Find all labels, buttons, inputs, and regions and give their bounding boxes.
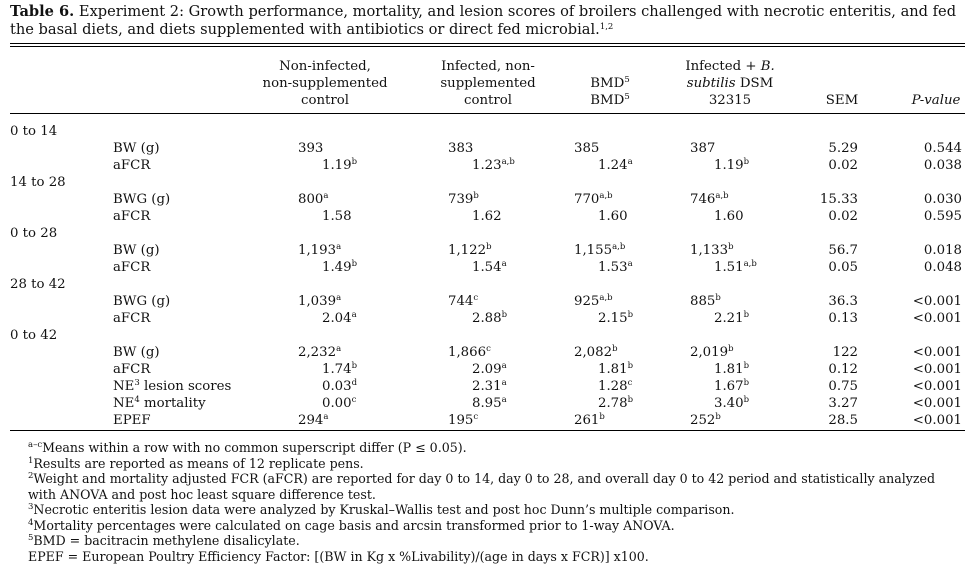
cell-value: 8.95 bbox=[472, 396, 502, 411]
cell-superscript: b bbox=[743, 395, 750, 405]
footnote-marker: 3 bbox=[28, 502, 34, 512]
table-cell bbox=[472, 395, 507, 412]
table-cell bbox=[448, 344, 491, 361]
table-cell bbox=[714, 208, 744, 225]
p-value-cell: <0.001 bbox=[912, 413, 962, 428]
table-cell bbox=[472, 361, 507, 378]
cell-value: 1,155 bbox=[574, 243, 613, 258]
table-cell bbox=[448, 140, 473, 157]
header-c3-line1: BMD bbox=[590, 76, 625, 91]
cell-value: 1.49 bbox=[322, 260, 352, 275]
cell-value: 1.74 bbox=[322, 362, 352, 377]
table-cell bbox=[598, 395, 633, 412]
table-cell bbox=[690, 293, 721, 310]
table-cell bbox=[714, 157, 749, 174]
cell-superscript: c bbox=[473, 412, 479, 422]
sem-cell: 0.02 bbox=[828, 158, 858, 173]
header-c3-line2: BMD bbox=[590, 93, 625, 108]
header-rule bbox=[10, 113, 965, 114]
cell-value: 1.67 bbox=[714, 379, 744, 394]
cell-value: 770 bbox=[574, 192, 600, 207]
p-value-cell: 0.595 bbox=[923, 209, 962, 224]
cell-value: 800 bbox=[298, 192, 324, 207]
table-cell bbox=[298, 140, 323, 157]
row-label-tail: lesion scores bbox=[139, 379, 232, 394]
header-sem: SEM bbox=[825, 93, 859, 108]
cell-value: 3.40 bbox=[714, 396, 744, 411]
header-c4-l2b: DSM bbox=[735, 76, 774, 91]
row-label-sup: 3 bbox=[134, 378, 140, 388]
period-label: 0 to 28 bbox=[10, 226, 58, 241]
row-label-tail: mortality bbox=[139, 396, 206, 411]
row-label-text: NE bbox=[113, 396, 135, 411]
cell-value: 2.15 bbox=[598, 311, 628, 326]
cell-superscript: a bbox=[501, 395, 507, 405]
header-bmd bbox=[570, 75, 650, 109]
header-infected-control bbox=[418, 58, 558, 109]
table-cell bbox=[448, 191, 479, 208]
table-cell bbox=[574, 293, 613, 310]
table-cell bbox=[598, 310, 633, 327]
sem-cell: 3.27 bbox=[828, 396, 858, 411]
header-c1-line1: Non-infected, bbox=[279, 59, 371, 74]
table-cell bbox=[598, 378, 632, 395]
header-non-infected-control bbox=[255, 58, 395, 109]
cell-superscript: b bbox=[599, 412, 605, 422]
table-cell bbox=[574, 242, 625, 259]
footnote-marker: a–c bbox=[28, 440, 43, 450]
cell-value: 383 bbox=[448, 141, 474, 156]
row-label-text: aFCR bbox=[113, 311, 151, 326]
cell-value: 1.19 bbox=[322, 158, 352, 173]
period-label: 14 to 28 bbox=[10, 175, 66, 190]
cell-superscript: a bbox=[323, 412, 329, 422]
row-label-text: aFCR bbox=[113, 362, 151, 377]
cell-superscript: a bbox=[336, 293, 342, 303]
table-cell bbox=[598, 259, 633, 276]
footnote-marker: 2 bbox=[28, 471, 34, 481]
sem-cell: 0.12 bbox=[828, 362, 858, 377]
cell-superscript: b bbox=[486, 242, 492, 252]
header-c2-line1: Infected, non- bbox=[441, 59, 535, 74]
table-cell bbox=[322, 378, 357, 395]
table-cell bbox=[322, 157, 357, 174]
sem-cell: 0.75 bbox=[828, 379, 858, 394]
header-infected-bsubtilis bbox=[660, 58, 800, 109]
row-label bbox=[113, 412, 151, 429]
cell-value: 1,039 bbox=[298, 294, 337, 309]
cell-superscript: a bbox=[627, 259, 633, 269]
sem-cell: 0.02 bbox=[828, 209, 858, 224]
row-label bbox=[113, 157, 150, 174]
cell-superscript: c bbox=[627, 378, 633, 388]
p-value-cell: 0.544 bbox=[923, 141, 962, 156]
p-value-cell: <0.001 bbox=[912, 362, 962, 377]
cell-value: 261 bbox=[574, 413, 600, 428]
header-c4-l2a: subtilis bbox=[686, 76, 736, 91]
table-cell bbox=[714, 361, 749, 378]
header-c4-l3: 32315 bbox=[708, 93, 752, 108]
cell-superscript: b bbox=[473, 191, 479, 201]
header-c3-sup1: 5 bbox=[624, 75, 630, 85]
cell-superscript: a,b bbox=[612, 242, 626, 252]
table-cell bbox=[298, 191, 328, 208]
p-value-cell: 0.038 bbox=[923, 158, 962, 173]
table-cell bbox=[322, 259, 357, 276]
row-label bbox=[113, 293, 170, 310]
row-label bbox=[113, 361, 150, 378]
cell-value: 2.78 bbox=[598, 396, 628, 411]
row-label-text: BW (g) bbox=[113, 345, 160, 360]
cell-superscript: a bbox=[501, 378, 507, 388]
p-value-cell: <0.001 bbox=[912, 396, 962, 411]
cell-value: 393 bbox=[298, 141, 324, 156]
sem-cell: 56.7 bbox=[828, 243, 858, 258]
row-label bbox=[113, 191, 170, 208]
row-label bbox=[113, 310, 150, 327]
footnote-marker: 4 bbox=[28, 517, 34, 528]
cell-value: 2,019 bbox=[690, 345, 729, 360]
row-label-text: aFCR bbox=[113, 158, 151, 173]
caption-text: Experiment 2: Growth performance, mortality, and lesion scores of broilers challenged with necrotic enteritis, and fed the basal diets, and diets supplemented with antibiotics or direct fed microbial. bbox=[10, 3, 957, 38]
table-cell bbox=[598, 157, 633, 174]
cell-value: 294 bbox=[298, 413, 324, 428]
footnote bbox=[10, 502, 965, 518]
cell-superscript: b bbox=[627, 395, 634, 405]
cell-value: 1.24 bbox=[598, 158, 628, 173]
cell-value: 2.21 bbox=[714, 311, 744, 326]
cell-superscript: d bbox=[351, 378, 358, 388]
row-label-text: EPEF bbox=[113, 413, 151, 428]
header-c3-sup2: 5 bbox=[624, 92, 630, 102]
cell-value: 1.60 bbox=[598, 209, 628, 224]
cell-superscript: b bbox=[728, 344, 734, 354]
cell-superscript: b bbox=[351, 157, 358, 167]
footnote-text: BMD = bacitracin methylene disalicylate. bbox=[33, 533, 300, 548]
cell-value: 2,082 bbox=[574, 345, 613, 360]
cell-value: 1.19 bbox=[714, 158, 744, 173]
cell-superscript: b bbox=[743, 361, 750, 371]
cell-superscript: a,b bbox=[715, 191, 729, 201]
row-label bbox=[113, 242, 160, 259]
cell-value: 387 bbox=[690, 141, 716, 156]
cell-superscript: b bbox=[715, 412, 721, 422]
cell-superscript: b bbox=[501, 310, 508, 320]
table-cell bbox=[472, 208, 502, 225]
cell-value: 1,193 bbox=[298, 243, 337, 258]
table-cell bbox=[322, 395, 356, 412]
table-cell bbox=[714, 310, 749, 327]
row-label bbox=[113, 140, 160, 157]
table-cell bbox=[322, 208, 352, 225]
cell-superscript: c bbox=[473, 293, 479, 303]
cell-superscript: a bbox=[627, 157, 633, 167]
header-p-value: P-value bbox=[911, 93, 961, 108]
cell-value: 2,232 bbox=[298, 345, 337, 360]
top-rule bbox=[10, 43, 965, 44]
table-cell bbox=[690, 412, 721, 429]
cell-value: 1.81 bbox=[598, 362, 628, 377]
row-label-text: aFCR bbox=[113, 209, 151, 224]
p-value-cell: <0.001 bbox=[912, 345, 962, 360]
table-cell bbox=[298, 293, 341, 310]
bottom-rule bbox=[10, 430, 965, 431]
row-label-text: BWG (g) bbox=[113, 294, 171, 309]
cell-superscript: a bbox=[336, 242, 342, 252]
cell-value: 385 bbox=[574, 141, 600, 156]
row-label-text: NE bbox=[113, 379, 135, 394]
cell-value: 0.03 bbox=[322, 379, 352, 394]
sem-cell: 5.29 bbox=[828, 141, 858, 156]
table-cell bbox=[574, 412, 605, 429]
p-value-cell: <0.001 bbox=[912, 294, 962, 309]
footnote bbox=[10, 471, 965, 502]
row-label bbox=[113, 344, 160, 361]
table-cell bbox=[298, 344, 341, 361]
period-label: 0 to 42 bbox=[10, 328, 58, 343]
header-c4-l1b: B. bbox=[760, 59, 775, 74]
cell-value: 1.81 bbox=[714, 362, 744, 377]
cell-value: 2.09 bbox=[472, 362, 502, 377]
table-cell bbox=[298, 242, 341, 259]
table-cell bbox=[448, 293, 478, 310]
table-cell bbox=[690, 140, 715, 157]
header-c4-l1a: Infected + bbox=[685, 59, 761, 74]
cell-superscript: b bbox=[627, 361, 634, 371]
cell-value: 2.88 bbox=[472, 311, 502, 326]
cell-superscript: b bbox=[743, 310, 750, 320]
cell-superscript: b bbox=[627, 310, 634, 320]
p-value-cell: <0.001 bbox=[912, 311, 962, 326]
table-caption bbox=[10, 3, 965, 39]
cell-value: 746 bbox=[690, 192, 716, 207]
header-c1-line3: control bbox=[301, 93, 349, 108]
row-label-sup: 4 bbox=[134, 395, 140, 405]
row-label-text: aFCR bbox=[113, 260, 151, 275]
sem-cell: 28.5 bbox=[828, 413, 858, 428]
cell-value: 2.04 bbox=[322, 311, 352, 326]
footnote-marker: 1 bbox=[28, 455, 34, 466]
period-label: 28 to 42 bbox=[10, 277, 66, 292]
table-cell bbox=[574, 140, 599, 157]
cell-value: 1,133 bbox=[690, 243, 729, 258]
top-rule-double bbox=[10, 46, 965, 47]
table-cell bbox=[298, 412, 328, 429]
row-label-text: BWG (g) bbox=[113, 192, 171, 207]
table-cell bbox=[448, 242, 492, 259]
footnote-text: EPEF = European Poultry Efficiency Factor: [(BW in Kg x %Livability)/(age in days x FCR)] x100. bbox=[28, 548, 649, 564]
table-cell bbox=[714, 395, 749, 412]
cell-superscript: b bbox=[715, 293, 721, 303]
footnote-text: Means within a row with no common superscript differ (P ≤ 0.05). bbox=[42, 440, 467, 455]
footnotes bbox=[10, 440, 965, 564]
row-label bbox=[113, 259, 150, 276]
p-value-cell: <0.001 bbox=[912, 379, 962, 394]
cell-superscript: a bbox=[501, 361, 507, 371]
sem-cell: 15.33 bbox=[819, 192, 858, 207]
table-cell bbox=[472, 259, 507, 276]
cell-superscript: b bbox=[612, 344, 618, 354]
cell-superscript: b bbox=[351, 259, 358, 269]
row-label bbox=[113, 395, 206, 412]
sem-cell: 0.13 bbox=[828, 311, 858, 326]
cell-value: 925 bbox=[574, 294, 600, 309]
footnote-text: Mortality percentages were calculated on cage basis and arcsin transformed prior to 1-way ANOVA. bbox=[33, 517, 675, 533]
cell-superscript: a,b bbox=[599, 191, 613, 201]
header-c2-line3: control bbox=[464, 93, 512, 108]
table-cell bbox=[714, 378, 749, 395]
footnote bbox=[10, 533, 965, 549]
cell-superscript: a bbox=[323, 191, 329, 201]
cell-superscript: a,b bbox=[501, 157, 515, 167]
header-c1-line2: non-supplemented bbox=[262, 76, 388, 91]
table-cell bbox=[322, 361, 357, 378]
cell-value: 1.51 bbox=[714, 260, 744, 275]
footnote-text: Necrotic enteritis lesion data were analyzed by Kruskal–Wallis test and post hoc Dunn’s multiple comparison. bbox=[33, 502, 735, 517]
footnote bbox=[10, 518, 965, 534]
cell-value: 1.23 bbox=[472, 158, 502, 173]
cell-superscript: a,b bbox=[599, 293, 613, 303]
footnote-marker: 5 bbox=[28, 533, 34, 543]
period-label: 0 to 14 bbox=[10, 124, 58, 139]
cell-value: 1.54 bbox=[472, 260, 502, 275]
cell-value: 1.53 bbox=[598, 260, 628, 275]
caption-footnote-marker: 1,2 bbox=[599, 22, 614, 32]
cell-superscript: b bbox=[743, 378, 750, 388]
table-cell bbox=[598, 208, 628, 225]
row-label bbox=[113, 208, 150, 225]
cell-superscript: a bbox=[501, 259, 507, 269]
cell-superscript: b bbox=[351, 361, 358, 371]
cell-superscript: a bbox=[336, 344, 342, 354]
footnote bbox=[10, 440, 965, 456]
p-value-cell: 0.030 bbox=[923, 192, 962, 207]
sem-cell: 36.3 bbox=[828, 294, 858, 309]
cell-value: 1.28 bbox=[598, 379, 628, 394]
cell-value: 1,866 bbox=[448, 345, 487, 360]
table-cell bbox=[690, 344, 734, 361]
table-cell bbox=[472, 310, 507, 327]
cell-value: 1,122 bbox=[448, 243, 487, 258]
cell-superscript: a bbox=[351, 310, 357, 320]
cell-superscript: b bbox=[743, 157, 750, 167]
cell-value: 1.62 bbox=[472, 209, 502, 224]
cell-superscript: b bbox=[728, 242, 734, 252]
table-cell bbox=[472, 157, 515, 174]
table-cell bbox=[598, 361, 633, 378]
table-cell bbox=[574, 344, 618, 361]
cell-value: 0.00 bbox=[322, 396, 352, 411]
footnote bbox=[10, 456, 965, 472]
row-label bbox=[113, 378, 231, 395]
cell-superscript: c bbox=[351, 395, 357, 405]
cell-value: 252 bbox=[690, 413, 716, 428]
footnote bbox=[10, 549, 965, 565]
cell-value: 1.58 bbox=[322, 209, 352, 224]
sem-cell: 0.05 bbox=[828, 260, 858, 275]
cell-value: 195 bbox=[448, 413, 474, 428]
table-cell bbox=[690, 191, 729, 208]
p-value-cell: 0.048 bbox=[923, 260, 962, 275]
table-cell bbox=[322, 310, 357, 327]
sem-cell: 122 bbox=[832, 345, 858, 360]
footnote-text: Weight and mortality adjusted FCR (aFCR) are reported for day 0 to 14, day 0 to 28, and overall day 0 to 42 period and statistically analyzed with ANOVA and post hoc least square difference test. bbox=[28, 471, 936, 502]
row-label-text: BW (g) bbox=[113, 243, 160, 258]
cell-value: 885 bbox=[690, 294, 716, 309]
row-label-text: BW (g) bbox=[113, 141, 160, 156]
cell-value: 739 bbox=[448, 192, 474, 207]
table-label: Table 6. bbox=[10, 3, 75, 20]
cell-superscript: c bbox=[486, 344, 491, 354]
table-cell bbox=[574, 191, 613, 208]
table-cell bbox=[448, 412, 478, 429]
cell-value: 2.31 bbox=[472, 379, 502, 394]
cell-value: 1.60 bbox=[714, 209, 744, 224]
table-cell bbox=[472, 378, 507, 395]
table-cell bbox=[690, 242, 734, 259]
cell-value: 744 bbox=[448, 294, 474, 309]
footnote-text: Results are reported as means of 12 replicate pens. bbox=[33, 455, 364, 471]
header-c2-line2: supplemented bbox=[440, 76, 536, 91]
cell-superscript: a,b bbox=[743, 259, 757, 269]
table-cell bbox=[714, 259, 757, 276]
p-value-cell: 0.018 bbox=[923, 243, 962, 258]
